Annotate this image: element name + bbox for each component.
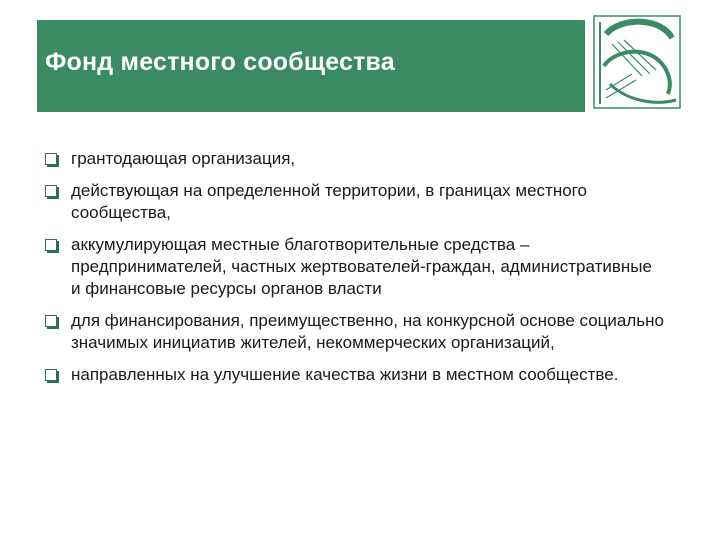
- bullet-item: [45, 234, 665, 300]
- bullet-text: аккумулирующая местные благотворительные средства – предпринимателей, частных жертвователей-граждан, административные и финансовые ресурсы органов власти: [71, 235, 652, 298]
- checkbox-bullet-icon: [45, 185, 57, 197]
- bullet-text: направленных на улучшение качества жизни в местном сообществе.: [71, 365, 619, 384]
- checkbox-bullet-icon: [45, 315, 57, 327]
- checkbox-bullet-icon: [45, 239, 57, 251]
- bullet-item: [45, 310, 665, 354]
- bullet-item: [45, 364, 665, 386]
- bullet-text: действующая на определенной территории, в границах местного сообщества,: [71, 181, 587, 222]
- bullet-text: грантодающая организация,: [71, 149, 296, 168]
- foundation-logo-icon: [592, 14, 682, 110]
- bullet-item: [45, 180, 665, 224]
- checkbox-bullet-icon: [45, 153, 57, 165]
- bullet-list: [45, 148, 665, 396]
- slide-title: Фонд местного сообщества: [45, 48, 395, 76]
- bullet-text: для финансирования, преимущественно, на конкурсной основе социально значимых инициатив жителей, некоммерческих организаций,: [71, 311, 664, 352]
- bullet-item: [45, 148, 665, 170]
- checkbox-bullet-icon: [45, 369, 57, 381]
